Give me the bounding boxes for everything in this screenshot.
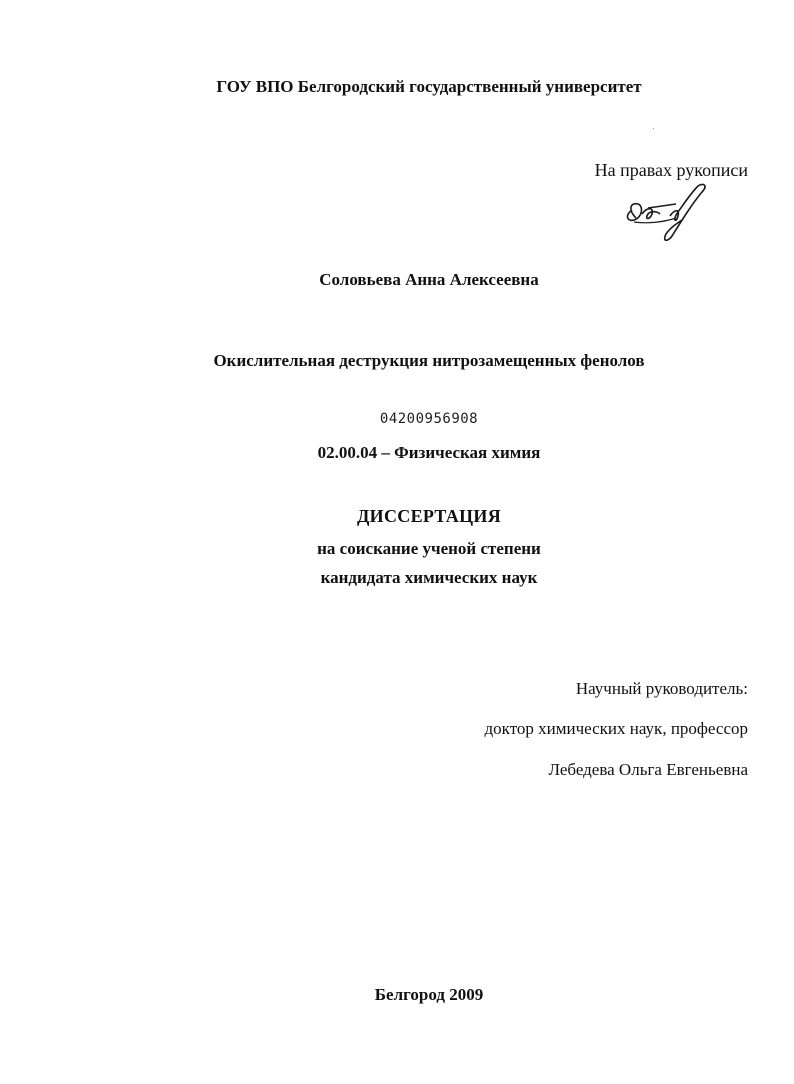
document-type: ДИССЕРТАЦИЯ bbox=[356, 506, 501, 526]
scan-speck bbox=[653, 128, 654, 129]
supervisor-name: Лебедева Ольга Евгеньевна bbox=[548, 760, 748, 779]
specialty: 02.00.04 – Физическая химия bbox=[317, 443, 541, 462]
supervisor-label: Научный руководитель: bbox=[575, 679, 748, 698]
handwritten-signature-icon bbox=[618, 180, 713, 246]
rights-note: На правах рукописи bbox=[594, 160, 748, 180]
degree-line-1: на соискание ученой степени bbox=[317, 539, 541, 558]
university-name: ГОУ ВПО Белгородский государственный университет bbox=[216, 77, 642, 96]
city-year: Белгород 2009 bbox=[374, 985, 484, 1004]
dissertation-title: Окислительная деструкция нитрозамещенных фенолов bbox=[213, 351, 645, 370]
catalog-code: 04200956908 bbox=[379, 411, 479, 427]
degree-line-2: кандидата химических наук bbox=[320, 568, 538, 587]
supervisor-title: доктор химических наук, профессор bbox=[484, 719, 748, 738]
author-name: Соловьева Анна Алексеевна bbox=[319, 270, 539, 289]
